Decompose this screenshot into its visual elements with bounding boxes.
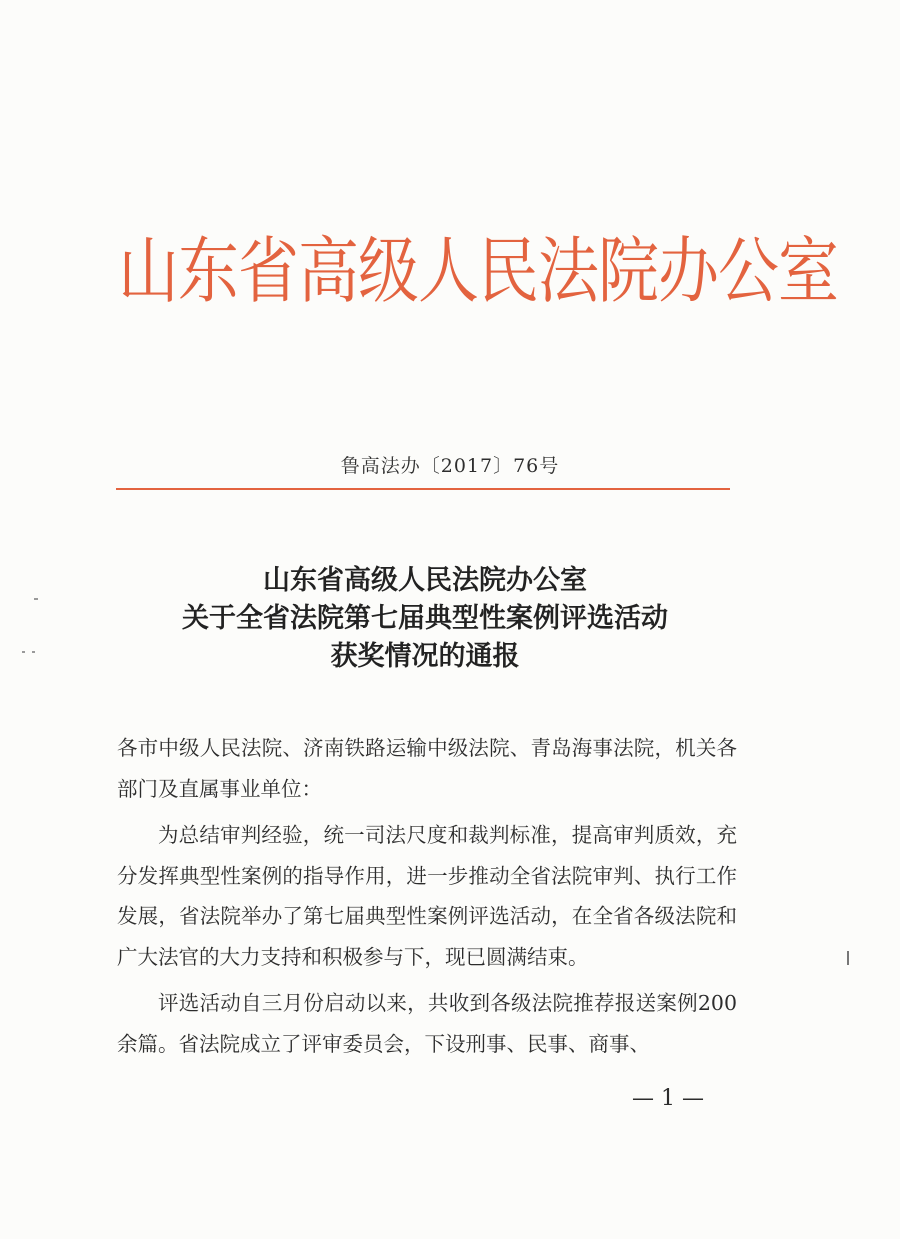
body-paragraph-1: 为总结审判经验，统一司法尺度和裁判标准，提高审判质效，充分发挥典型性案例的指导作用，进一步推动全省法院审判、执行工作发展，省法院举办了第七届典型性案例评选活动，在全省各级法院和广大法官的大力支持和积极参与下，现已圆满结束。 <box>117 823 737 969</box>
document-title <box>100 562 750 676</box>
title-line-3: 获奖情况的通报 <box>330 641 520 672</box>
document-number: 鲁高法办〔2017〕76号 <box>340 455 560 477</box>
issuer-header: 山东省高级人民法院办公室 <box>118 229 839 314</box>
red-divider-line <box>116 488 730 490</box>
title-line-1: 山东省高级人民法院办公室 <box>263 565 587 596</box>
page-number: — 1 — <box>632 1086 704 1111</box>
scan-speck <box>32 651 35 653</box>
document-body <box>117 728 737 1064</box>
title-line-2: 关于全省法院第七届典型性案例评选活动 <box>182 603 668 634</box>
scan-mark <box>847 951 849 965</box>
scan-speck <box>22 651 25 653</box>
scan-speck <box>34 598 38 600</box>
recipients-paragraph: 各市中级人民法院、济南铁路运输中级法院、青岛海事法院，机关各部门及直属事业单位： <box>117 736 737 801</box>
body-paragraph-2: 评选活动自三月份启动以来，共收到各级法院推荐报送案例200 余篇。省法院成立了评审委员会，下设刑事、民事、商事、 <box>117 991 737 1056</box>
